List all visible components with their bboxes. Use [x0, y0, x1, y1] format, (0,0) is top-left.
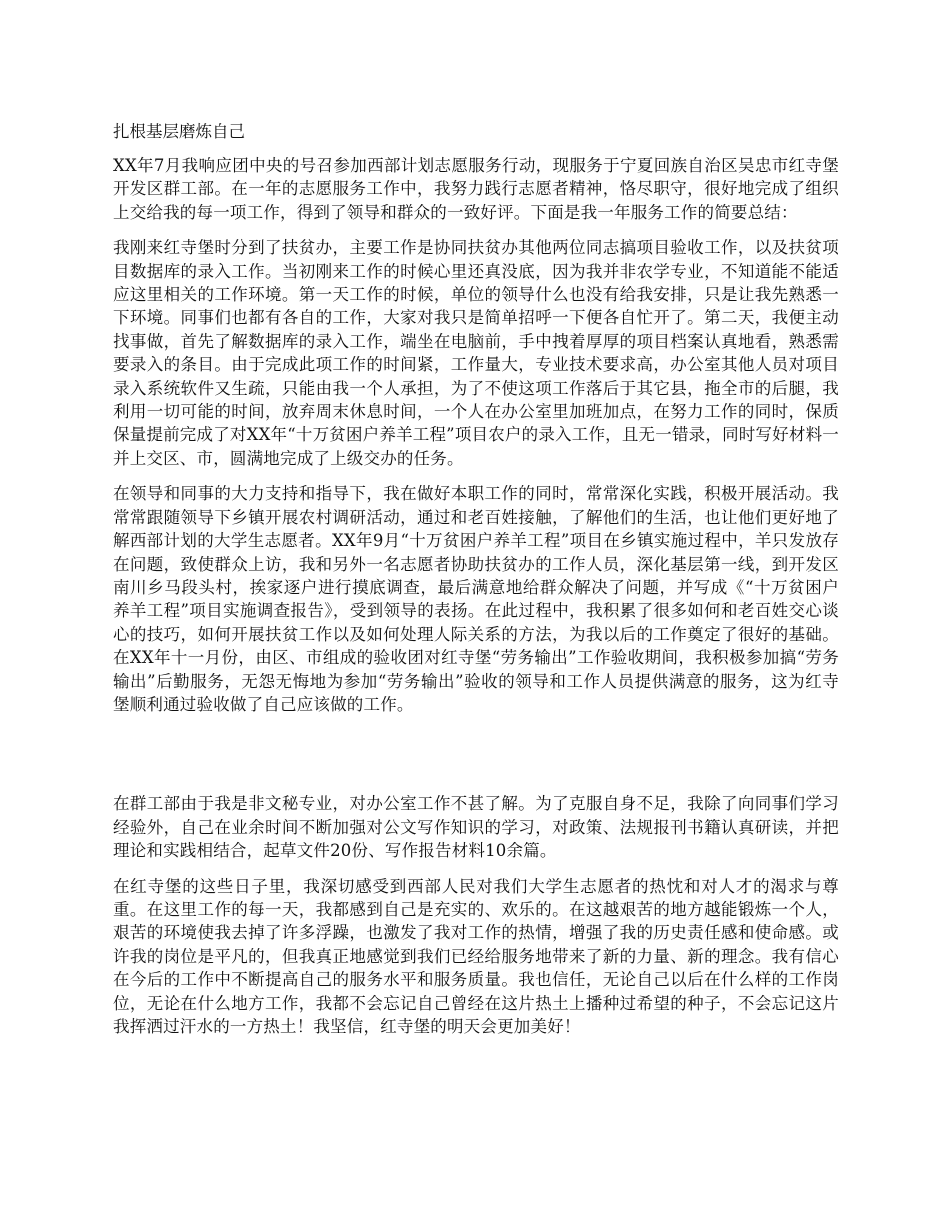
- page-gap: [113, 728, 839, 792]
- paragraph-mass-work-dept: 在群工部由于我是非文秘专业，对办公室工作不甚了解。为了克服自身不足，我除了向同事们学习经验外，自己在业余时间不断加强对公文写作知识的学习，对政策、法规报刊书籍认真研读，并把理论和实践相结合，起草文件20份、写作报告材料10余篇。: [113, 794, 839, 861]
- paragraph-conclusion: 在红寺堡的这些日子里，我深切感受到西部人民对我们大学生志愿者的热忱和对人才的渴求与尊重。在这里工作的每一天，我都感到自己是充实的、欢乐的。在这越艰苦的地方越能锻炼一个人，艰苦的环境使我去掉了许多浮躁，也激发了我对工作的热情，增强了我的历史责任感和使命感。或许我的岗位是平凡的，但我真正地感觉到我们已经给服务地带来了新的力量、新的理念。我有信心在今后的工作中不断提高自己的服务水平和服务质量。我也信任，无论自己以后在什么样的工作岗位，无论在什么地方工作，我都不会忘记自己曾经在这片热土上播种过希望的种子，不会忘记这片我挥洒过汗水的一方热土！我坚信，红寺堡的明天会更加美好！: [113, 876, 839, 1036]
- paragraph-practice: 在领导和同事的大力支持和指导下，我在做好本职工作的同时，常常深化实践，积极开展活动。我常常跟随领导下乡镇开展农村调研活动，通过和老百姓接触，了解他们的生活，也让他们更好地了解西部计划的大学生志愿者。XX年9月“十万贫困户养羊工程”项目在乡镇实施过程中，羊只发放存在问题，致使群众上访，我和另外一名志愿者协助扶贫办的工作人员，深化基层第一线，到开发区南川乡马段头村，挨家逐户进行摸底调查，最后满意地给群众解决了问题，并写成《“十万贫困户养羊工程”项目实施调查报告》，受到领导的表扬。在此过程中，我积累了很多如何和老百姓交心谈心的技巧，如何开展扶贫工作以及如何处理人际关系的方法，为我以后的工作奠定了很好的基础。在XX年十一月份，由区、市组成的验收团对红寺堡“劳务输出”工作验收期间，我积极参加搞“劳务输出”后勤服务，无怨无悔地为参加“劳务输出”验收的领导和工作人员提供满意的服务，这为红寺堡顺利通过验收做了自己应该做的工作。: [113, 484, 839, 714]
- paragraph-intro: XX年7月我响应团中央的号召参加西部计划志愿服务行动，现服务于宁夏回族自治区吴忠市红寺堡开发区群工部。在一年的志愿服务工作中，我努力践行志愿者精神，恪尽职守，很好地完成了组织上交给我的每一项工作，得到了领导和群众的一致好评。下面是我一年服务工作的简要总结：: [113, 156, 839, 222]
- document-page: [113, 120, 839, 1050]
- paragraph-poverty-office: 我刚来红寺堡时分到了扶贫办，主要工作是协同扶贫办其他两位同志搞项目验收工作，以及扶贫项目数据库的录入工作。当初刚来工作的时候心里还真没底，因为我并非农学专业，不知道能不能适应这里相关的工作环境。第一天工作的时候，单位的领导什么也没有给我安排，只是让我先熟悉一下环境。同事们也都有各自的工作，大家对我只是简单招呼一下便各自忙开了。第二天，我便主动找事做，首先了解数据库的录入工作，端坐在电脑前，手中拽着厚厚的项目档案认真地看，熟悉需要录入的条目。由于完成此项工作的时间紧，工作量大，专业技术要求高，办公室其他人员对项目录入系统软件又生疏，只能由我一个人承担，为了不使这项工作落后于其它县，拖全市的后腿，我利用一切可能的时间，放弃周末休息时间，一个人在办公室里加班加点，在努力工作的同时，保质保量提前完成了对XX年“十万贫困户养羊工程”项目农户的录入工作，且无一错录，同时写好材料一并上交区、市，圆满地完成了上级交办的任务。: [113, 238, 839, 468]
- document-title: 扎根基层磨炼自己: [113, 122, 245, 141]
